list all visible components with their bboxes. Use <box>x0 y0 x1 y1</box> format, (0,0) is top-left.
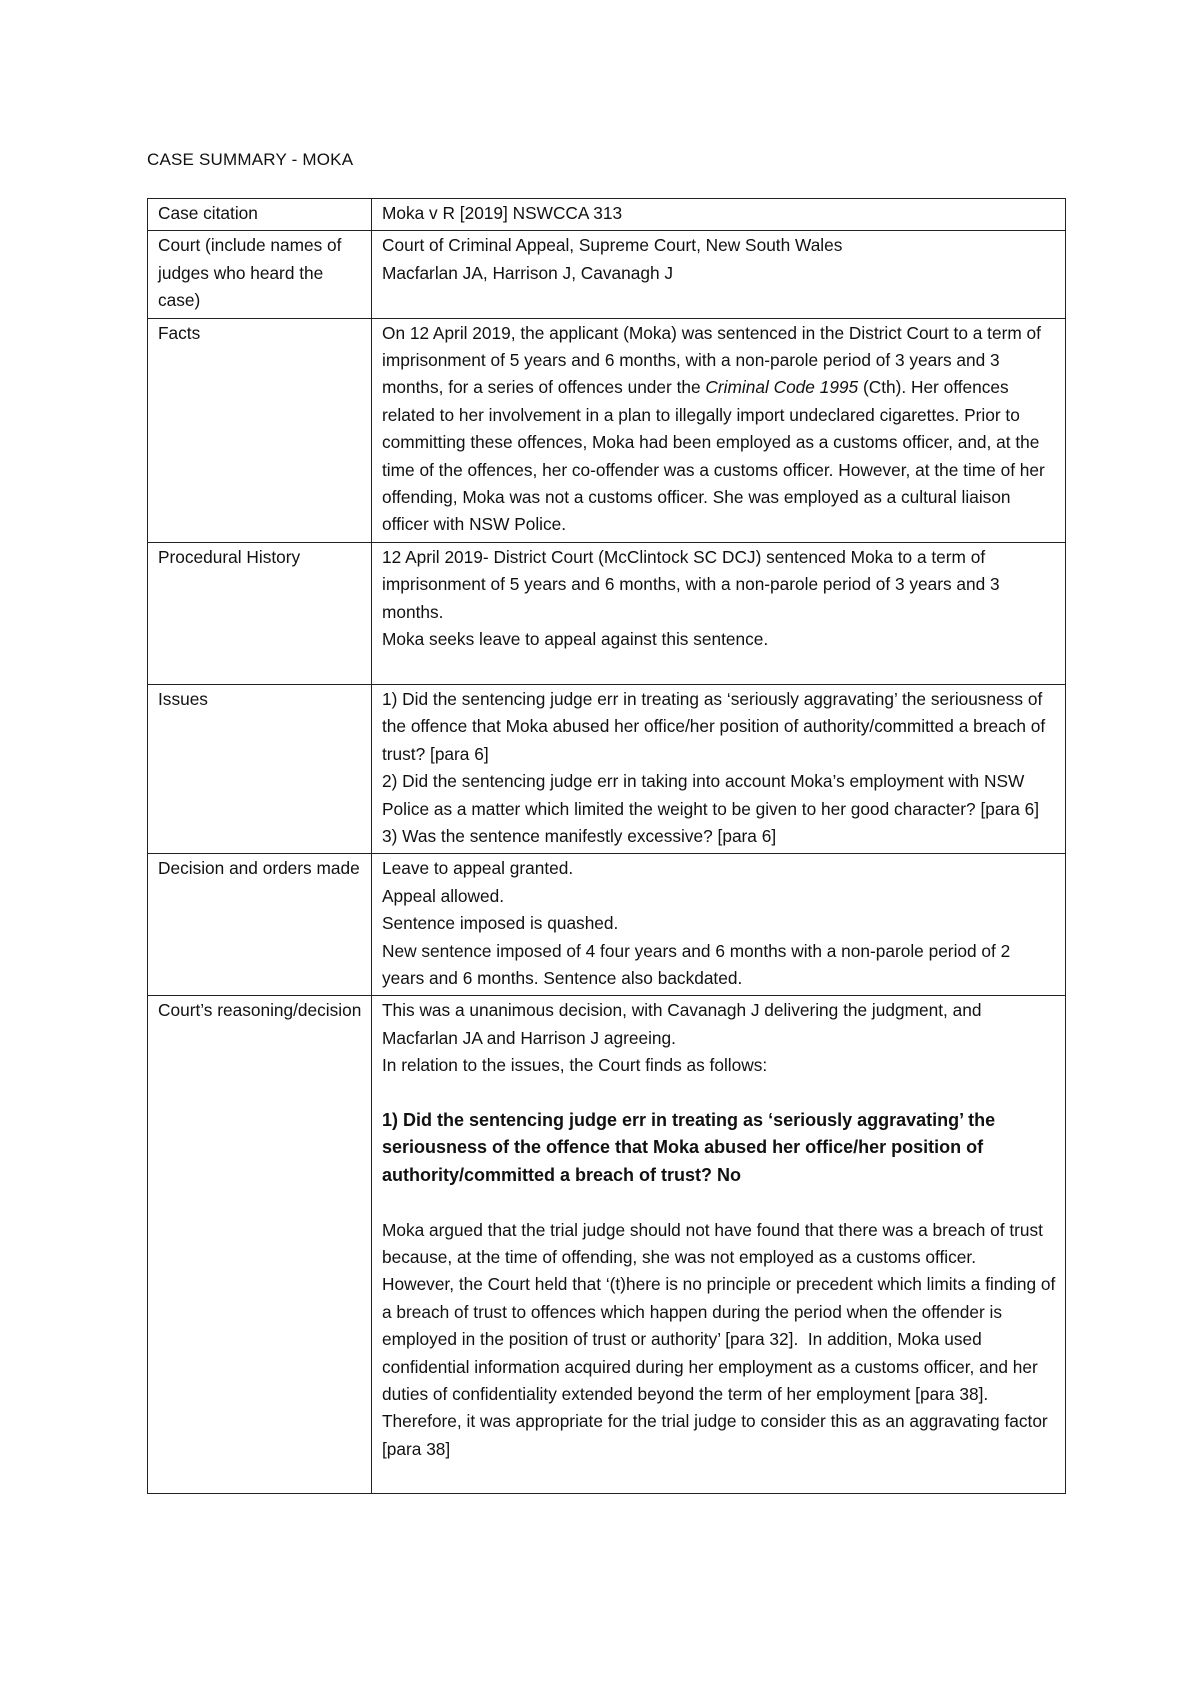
court-name: Court of Criminal Appeal, Supreme Court, New South Wales <box>382 235 843 256</box>
reasoning-lead: In relation to the issues, the Court finds as follows: <box>382 1055 768 1076</box>
label-cell: Decision and orders made <box>148 854 372 996</box>
label-cell: Procedural History <box>148 542 372 684</box>
table-row-facts <box>148 318 1066 542</box>
reasoning-intro: This was a unanimous decision, with Cavanagh J delivering the judgment, and Macfarlan JA and Harrison J agreeing. <box>382 1000 987 1048</box>
issues-value <box>372 684 1066 853</box>
table-row-citation <box>148 199 1066 231</box>
table-row-issues <box>148 684 1066 853</box>
label-cell: Court (include names of judges who heard the case) <box>148 231 372 318</box>
issue-item: 1) Did the sentencing judge err in treating as ‘seriously aggravating’ the seriousness of the offence that Moka abused her office/her position of authority/committed a breach of trust? [para 6] <box>382 688 1050 764</box>
table-row-procedural-history <box>148 542 1066 684</box>
table-row-decision <box>148 854 1066 996</box>
legislation-name: Criminal Code 1995 <box>705 377 859 398</box>
label-cell: Facts <box>148 318 372 542</box>
facts-text-after: (Cth). Her offences related to her involvement in a plan to illegally import undeclared cigarettes. Prior to committing these offences, Moka had been employed as a customs officer, and, at the time of the offences, her co-offender was a customs officer. However, at the time of her offending, Moka was not a customs officer. She was employed as a cultural liaison officer with NSW Police. <box>382 377 1045 535</box>
court-value <box>372 231 1066 318</box>
label-cell: Case citation <box>148 199 372 231</box>
decision-value <box>372 854 1066 996</box>
judges: Macfarlan JA, Harrison J, Cavanagh J <box>382 262 674 283</box>
issue-item: 2) Did the sentencing judge err in taking into account Moka’s employment with NSW Police as a matter which limited the weight to be given to her good character? [para 6] <box>382 771 1040 819</box>
table-row-court <box>148 231 1066 318</box>
reasoning-value <box>372 996 1066 1494</box>
label-cell: Issues <box>148 684 372 853</box>
order-item: Leave to appeal granted. <box>382 858 574 879</box>
case-summary-table <box>147 198 1066 1494</box>
procedural-history-text: 12 April 2019- District Court (McClintock SC DCJ) sentenced Moka to a term of imprisonment of 5 years and 6 months, with a non-parole period of 3 years and 3 months. <box>382 546 1005 622</box>
issue-item: 3) Was the sentence manifestly excessive? [para 6] <box>382 825 777 846</box>
procedural-history-value <box>372 542 1066 684</box>
table-row-reasoning <box>148 996 1066 1494</box>
procedural-history-note: Moka seeks leave to appeal against this sentence. <box>382 629 769 650</box>
citation-value: Moka v R [2019] NSWCCA 313 <box>372 199 1066 231</box>
label-cell: Court’s reasoning/decision <box>148 996 372 1494</box>
reasoning-issue-heading: 1) Did the sentencing judge err in treating as ‘seriously aggravating’ the seriousness of the offence that Moka abused her office/her position of authority/committed a breach of trust? No <box>382 1109 996 1185</box>
order-item: Appeal allowed. <box>382 885 505 906</box>
order-item: Sentence imposed is quashed. <box>382 913 619 934</box>
order-item: New sentence imposed of 4 four years and 6 months with a non-parole period of 2 years and 6 months. Sentence also backdated. <box>382 940 1016 988</box>
page-title: CASE SUMMARY - MOKA <box>147 150 354 169</box>
facts-value <box>372 318 1066 542</box>
facts-text-before: On 12 April 2019, the applicant (Moka) was sentenced in the District Court to a term of imprisonment of 5 years and 6 months, with a non-parole period of 3 years and 3 months, for a series of offences under the <box>382 322 1041 398</box>
reasoning-issue-body: Moka argued that the trial judge should not have found that there was a breach of trust because, at the time of offending, she was not employed as a customs officer. However, the Court held that ‘(t)here is no principle or precedent which limits a finding of a breach of trust to offences which happen during the period when the offender is employed in the position of trust or authority’ [para 32]. In addition, Moka used confidential information acquired during her employment as a customs officer, and her duties of confidentiality extended beyond the term of her employment [para 38]. Therefore, it was appropriate for the trial judge to consider this as an aggravating factor [para 38] <box>382 1219 1061 1459</box>
